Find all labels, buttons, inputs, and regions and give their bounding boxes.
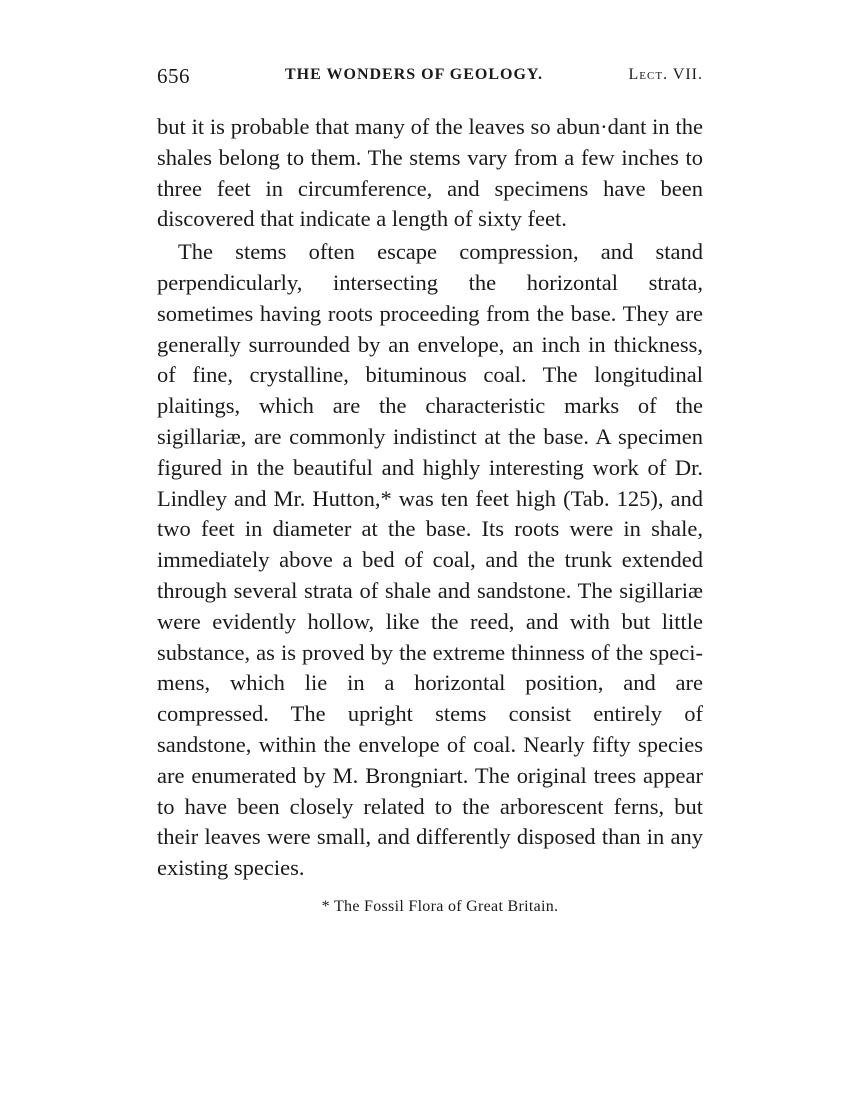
running-header bbox=[157, 60, 703, 92]
paragraph-2: The stems often escape compression, and stand perpendicularly, intersecting the horizontal strata, sometimes having roots proceeding from the base. They are generally surrounded by an envelope, an inch in thickness, of fine, crystalline, bituminous coal. The longitudinal plaitings, which are the characteristic marks of the sigillariæ, are commonly indistinct at the base. A specimen figured in the beautiful and highly interesting work of Dr. Lindley and Mr. Hutton,* was ten feet high (Tab. 125), and two feet in diameter at the base. Its roots were in shale, immediately above a bed of coal, and the trunk extended through several strata of shale and sandstone. The sigillariæ were evidently hollow, like the reed, and with but little substance, as is proved by the extreme thinness of the specimens, which lie in a horizontal position, and are compressed. The upright stems consist entirely of sandstone, within the envelope of coal. Nearly fifty species are enumerated by M. Brongniart. The original trees appear to have been closely related to the arborescent ferns, but their leaves were small, and differently disposed than in any existing species. bbox=[157, 239, 703, 881]
running-title: THE WONDERS OF GEOLOGY. bbox=[285, 66, 544, 83]
paragraph-1: but it is probable that many of the leaves so abun·dant in the shales belong to them. The stems vary from a few inches to three feet in circumference, and specimens have been discovered that indicate a length of sixty feet. bbox=[157, 114, 703, 232]
book-page bbox=[157, 60, 703, 916]
body-text bbox=[157, 112, 703, 884]
lecture-label: Lect. VII. bbox=[628, 66, 703, 83]
footnote: * The Fossil Flora of Great Britain. bbox=[321, 897, 559, 915]
page-number: 656 bbox=[157, 64, 190, 88]
